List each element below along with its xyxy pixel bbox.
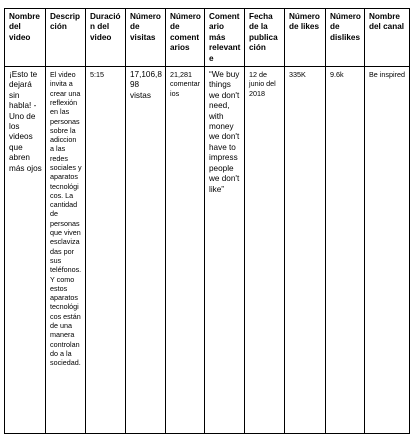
table-header-row	[5, 9, 410, 67]
header-duracion: Duración del video	[86, 9, 126, 67]
cell-description: El video invita a crear una reflexión en las personas sobre la adiccion a las redes sociales y aparatos tecnológicos. La cantidad de personas que viven esclavizadas por sus teléfonos. Y como estos aparatos tecnológicos están de una manera controlando a la sociedad.	[46, 67, 86, 434]
header-numero-de-comentarios: Número de comentarios	[166, 9, 205, 67]
header-fecha-publicacion: Fecha de la publicación	[245, 9, 285, 67]
header-nombre-del-video: Nombre del video	[5, 9, 46, 67]
header-numero-de-likes: Número de likes	[285, 9, 326, 67]
video-data-table	[4, 8, 410, 434]
header-nombre-del-canal: Nombre del canal	[365, 9, 410, 67]
header-numero-de-visitas: Número de visitas	[126, 9, 166, 67]
header-numero-de-dislikes: Número de dislikes	[326, 9, 365, 67]
header-descripcion: Descripción	[46, 9, 86, 67]
cell-views: 17,106,898 vistas	[126, 67, 166, 434]
cell-dislikes: 9.6k	[326, 67, 365, 434]
cell-channel-name: Be inspired	[365, 67, 410, 434]
cell-top-comment: “We buy things we don't need, with money we don't have to impress people we don't like”	[205, 67, 245, 434]
cell-comments-count: 21,281 comentarios	[166, 67, 205, 434]
cell-duration: 5:15	[86, 67, 126, 434]
cell-publish-date: 12 de junio del 2018	[245, 67, 285, 434]
cell-likes: 335K	[285, 67, 326, 434]
table-row	[5, 67, 410, 434]
header-comentario-relevante: Comentario más relevante	[205, 9, 245, 67]
cell-video-title: ¡Esto te dejará sin habla! - Uno de los videos que abren más ojos	[5, 67, 46, 434]
